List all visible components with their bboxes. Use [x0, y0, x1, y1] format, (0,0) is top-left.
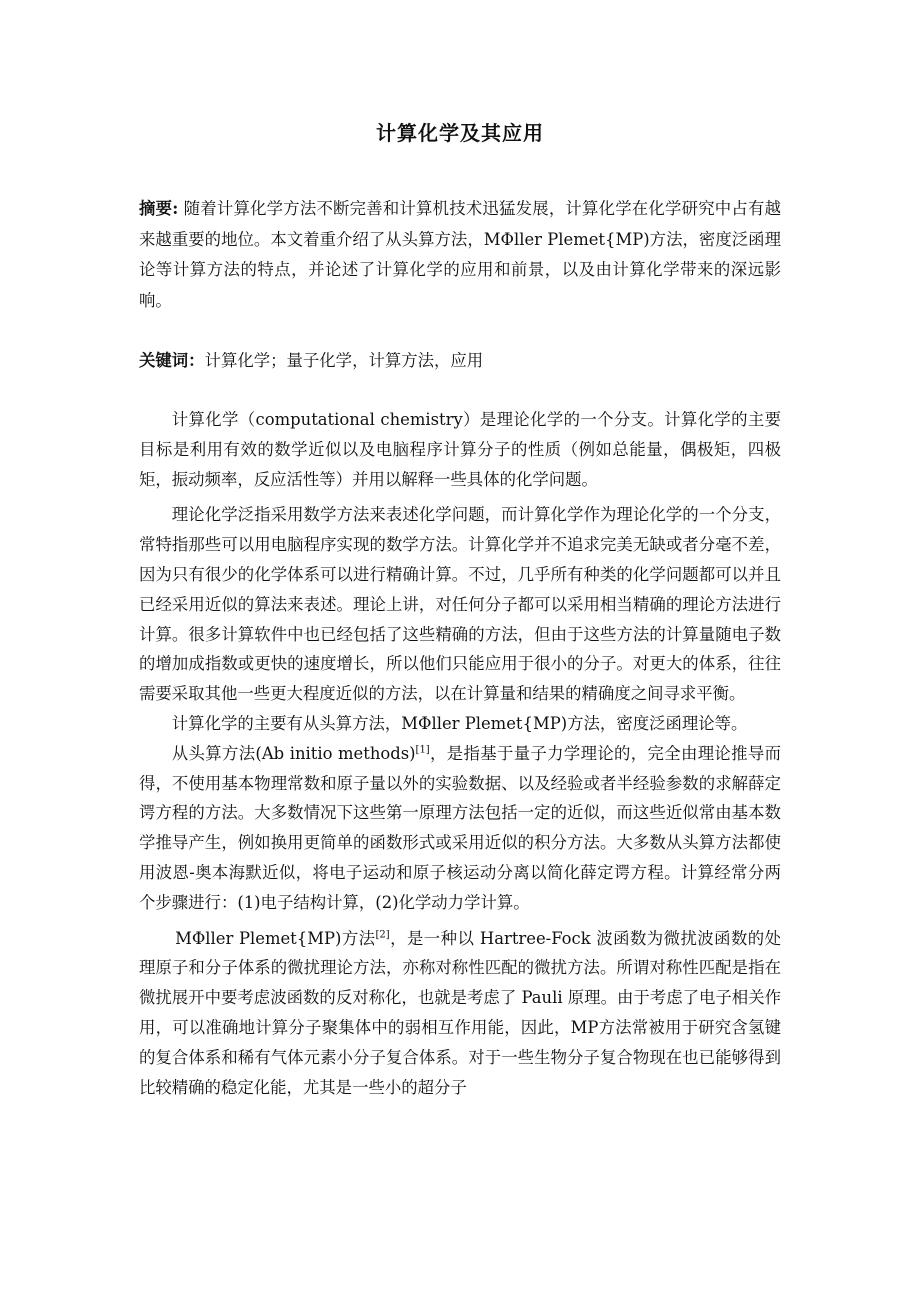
body-paragraph-5 [139, 924, 781, 1103]
paragraph-5-lead: MΦller Plemet{MP)方法 [175, 928, 376, 948]
body-paragraph-3: 计算化学的主要有从头算方法，MΦller Plemet{MP)方法，密度泛函理论等。 [171, 713, 748, 733]
citation-ref-2: [2] [375, 929, 390, 941]
abstract-text: 随着计算化学方法不断完善和计算机技术迅猛发展，计算化学在化学研究中占有越来越重要的地位。本文着重介绍了从头算方法，MΦller Plemet{MP)方法，密度泛函理论等计算方法的特点，并论述了计算化学的应用和前景，以及由计算化学带来的深远影响。 [139, 199, 781, 310]
document-page [139, 118, 781, 1108]
keywords [139, 346, 781, 376]
body-paragraph-4 [139, 739, 781, 918]
paragraph-4-body: ，是指基于量子力学理论的，完全由理论推导而得，不使用基本物理常数和原子量以外的实验数据、以及经验或者半经验参数的求解薛定谔方程的方法。大多数情况下这些第一原理方法包括一定的近似，而这些近似常由基本数学推导产生，例如换用更简单的函数形式或采用近似的积分方法。大多数从头算方法都使用波恩-奥本海默近似，将电子运动和原子核运动分离以简化薛定谔方程。计算经常分两个步骤进行：(1)电子结构计算，(2)化学动力学计算。 [139, 743, 781, 912]
keywords-label: 关键词： [139, 351, 205, 370]
page-title: 计算化学及其应用 [376, 121, 544, 145]
body-paragraph-2: 理论化学泛指采用数学方法来表述化学问题，而计算化学作为理论化学的一个分支，常特指那些可以用电脑程序实现的数学方法。计算化学并不追求完美无缺或者分毫不差，因为只有很少的化学体系可以进行精确计算。不过，几乎所有种类的化学问题都可以并且已经采用近似的算法来表述。理论上讲，对任何分子都可以采用相当精确的理论方法进行计算。很多计算软件中也已经包括了这些精确的方法，但由于这些方法的计算量随电子数的增加成指数或更快的速度增长，所以他们只能应用于很小的分子。对更大的体系，往往需要采取其他一些更大程度近似的方法，以在计算量和结果的精确度之间寻求平衡。 [139, 505, 781, 704]
abstract [139, 194, 781, 316]
abstract-label: 摘要: [139, 199, 179, 218]
paragraph-5-body: ，是一种以 Hartree-Fock 波函数为微扰波函数的处理原子和分子体系的微扰理论方法，亦称对称性匹配的微扰方法。所谓对称性匹配是指在微扰展开中要考虑波函数的反对称化，也就是考虑了 Pauli 原理。由于考虑了电子相关作用，可以准确地计算分子聚集体中的弱相互作用能，因此，MP方法常被用于研究含氢键的复合体系和稀有气体元素小分子复合体系。对于一些生物分子复合物现在也已能够得到比较精确的稳定化能，尤其是一些小的超分子 [139, 928, 781, 1097]
keywords-text: 计算化学；量子化学，计算方法，应用 [204, 351, 484, 370]
citation-ref-1: [1] [415, 744, 430, 756]
body-paragraph-1: 计算化学（computational chemistry）是理论化学的一个分支。计算化学的主要目标是利用有效的数学近似以及电脑程序计算分子的性质（例如总能量，偶极矩，四极矩，振动频率，反应活性等）并用以解释一些具体的化学问题。 [139, 410, 781, 489]
paragraph-4-lead: 从头算方法(Ab initio methods) [171, 743, 416, 763]
